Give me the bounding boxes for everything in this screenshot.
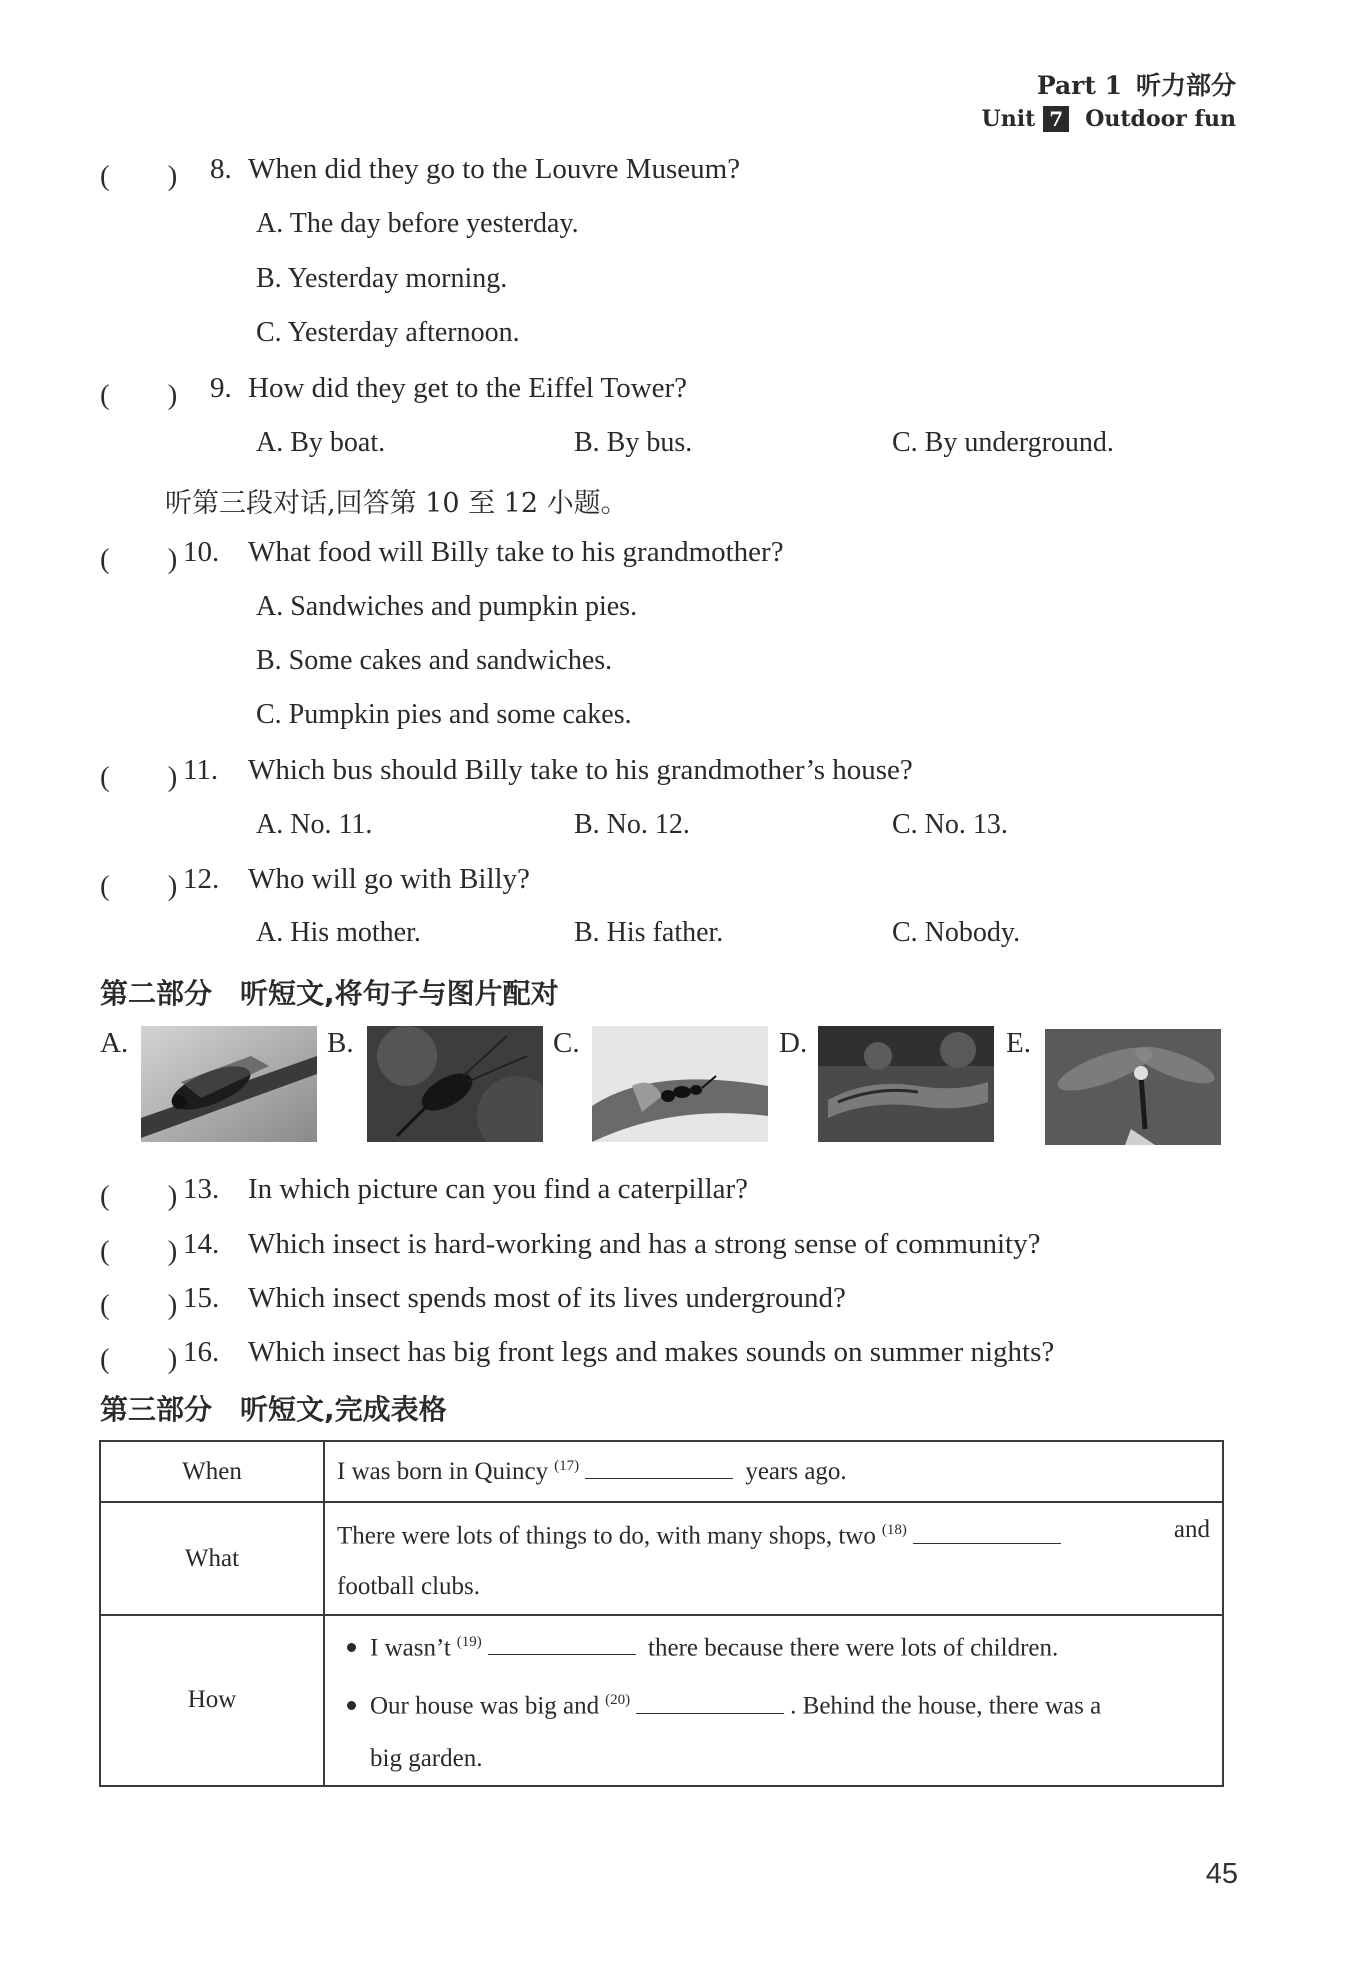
row-content (324, 1441, 1223, 1502)
answer-bracket[interactable]: ( ) (100, 543, 178, 575)
question-text: What food will Billy take to his grandmother? (248, 536, 784, 568)
row-text: there because there were lots of children. (648, 1634, 1059, 1662)
row-text: years ago. (745, 1458, 847, 1485)
blank-18[interactable] (913, 1522, 1061, 1544)
part-label-cn: 听力部分 (1135, 71, 1236, 100)
row-text: . Behind the house, there was a (790, 1692, 1102, 1720)
question-11 (100, 754, 913, 795)
row-text: big garden. (370, 1744, 483, 1772)
blank-number: (17) (554, 1457, 580, 1474)
option-b: B. Some cakes and sandwiches. (256, 645, 613, 676)
cricket-photo (367, 1026, 543, 1142)
answer-bracket[interactable]: ( ) (100, 1289, 178, 1321)
bullet-icon (347, 1643, 356, 1652)
bullet-item (337, 1674, 1210, 1732)
answer-bracket[interactable]: ( ) (100, 1235, 178, 1267)
option-c: C. Pumpkin pies and some cakes. (256, 699, 632, 730)
option-c: C. Nobody. (892, 917, 1021, 948)
question-number: 16. (183, 1336, 220, 1368)
table-row (100, 1441, 1223, 1502)
option-c: C. No. 13. (892, 809, 1008, 840)
option-a: A. His mother. (256, 917, 421, 948)
question-10 (100, 536, 784, 577)
question-text: Which insect spends most of its lives underground? (248, 1282, 846, 1314)
picture-label-a: A. (100, 1027, 129, 1059)
section-2-heading: 第二部分 听短文,将句子与图片配对 (100, 977, 559, 1010)
blank-17[interactable] (585, 1457, 733, 1479)
picture-label-c: C. (553, 1027, 580, 1059)
row-label-when: When (100, 1441, 324, 1502)
caterpillar-photo (818, 1026, 994, 1142)
picture-label-e: E. (1006, 1027, 1031, 1059)
unit-label: Unit (981, 106, 1036, 132)
option-c: C. By underground. (892, 427, 1114, 458)
blank-number: (18) (881, 1522, 907, 1539)
question-number: 8. (210, 153, 232, 185)
unit-title: Outdoor fun (1085, 106, 1236, 132)
option-b: B. By bus. (574, 427, 693, 458)
picture-label-b: B. (327, 1027, 354, 1059)
option-c: C. Yesterday afternoon. (256, 317, 520, 348)
row-text: I was born in Quincy (337, 1458, 549, 1485)
ant-photo (592, 1026, 768, 1142)
question-number: 15. (183, 1282, 220, 1314)
answer-bracket[interactable]: ( ) (100, 1180, 178, 1212)
fill-in-table (99, 1440, 1224, 1787)
question-number: 9. (210, 372, 232, 404)
cicada-photo (141, 1026, 317, 1142)
option-a: A. The day before yesterday. (256, 208, 579, 239)
question-text: In which picture can you find a caterpillar? (248, 1173, 749, 1205)
answer-bracket[interactable]: ( ) (100, 761, 178, 793)
table-row (100, 1502, 1223, 1615)
row-text: football clubs. (337, 1572, 481, 1600)
question-13 (100, 1173, 748, 1214)
question-number: 14. (183, 1228, 220, 1260)
part-heading (1037, 66, 1236, 102)
row-text: and (1173, 1516, 1210, 1544)
option-b: B. No. 12. (574, 809, 690, 840)
picture-label-d: D. (779, 1027, 808, 1059)
instruction-dialogue-3: 听第三段对话,回答第 10 至 12 小题。 (165, 488, 628, 519)
blank-number: (19) (456, 1634, 482, 1650)
question-text: When did they go to the Louvre Museum? (248, 153, 741, 185)
blank-number: (20) (605, 1692, 631, 1709)
row-text: There were lots of things to do, with many shops, two (337, 1522, 876, 1550)
option-b: B. His father. (574, 917, 724, 948)
question-number: 13. (183, 1173, 220, 1205)
question-8 (100, 153, 740, 194)
option-a: A. Sandwiches and pumpkin pies. (256, 591, 638, 622)
blank-20[interactable] (636, 1692, 784, 1714)
question-text: Which insect has big front legs and makes sounds on summer nights? (248, 1336, 1055, 1368)
question-12 (100, 863, 530, 904)
row-label-what: What (100, 1502, 324, 1615)
question-text: Who will go with Billy? (248, 863, 530, 895)
answer-bracket[interactable]: ( ) (100, 160, 178, 192)
unit-number-badge: 7 (1043, 106, 1069, 132)
dragonfly-photo (1045, 1029, 1221, 1145)
question-14 (100, 1228, 1040, 1269)
blank-19[interactable] (488, 1633, 636, 1655)
answer-bracket[interactable]: ( ) (100, 1343, 178, 1375)
option-a: A. By boat. (256, 427, 386, 458)
answer-bracket[interactable]: ( ) (100, 870, 178, 902)
row-label-how: How (100, 1615, 324, 1786)
question-number: 10. (183, 536, 220, 568)
bullet-item (337, 1616, 1210, 1674)
row-text: Our house was big and (370, 1692, 600, 1720)
page-number: 45 (1205, 1858, 1238, 1890)
unit-heading (982, 106, 1236, 132)
answer-bracket[interactable]: ( ) (100, 379, 178, 411)
question-text: How did they get to the Eiffel Tower? (248, 372, 688, 404)
table-row (100, 1615, 1223, 1786)
row-content (324, 1502, 1223, 1615)
bullet-icon (347, 1701, 356, 1710)
row-content (324, 1615, 1223, 1786)
question-text: Which insect is hard-working and has a strong sense of community? (248, 1228, 1041, 1260)
part-label: Part 1 (1036, 71, 1122, 100)
question-number: 12. (183, 863, 220, 895)
question-text: Which bus should Billy take to his grandmother’s house? (248, 754, 913, 786)
question-9 (100, 372, 687, 413)
option-b: B. Yesterday morning. (256, 263, 508, 294)
option-a: A. No. 11. (256, 809, 373, 840)
question-number: 11. (183, 754, 219, 786)
row-text: I wasn’t (370, 1634, 451, 1662)
question-15 (100, 1282, 846, 1323)
question-16 (100, 1336, 1054, 1377)
section-3-heading: 第三部分 听短文,完成表格 (100, 1393, 447, 1426)
